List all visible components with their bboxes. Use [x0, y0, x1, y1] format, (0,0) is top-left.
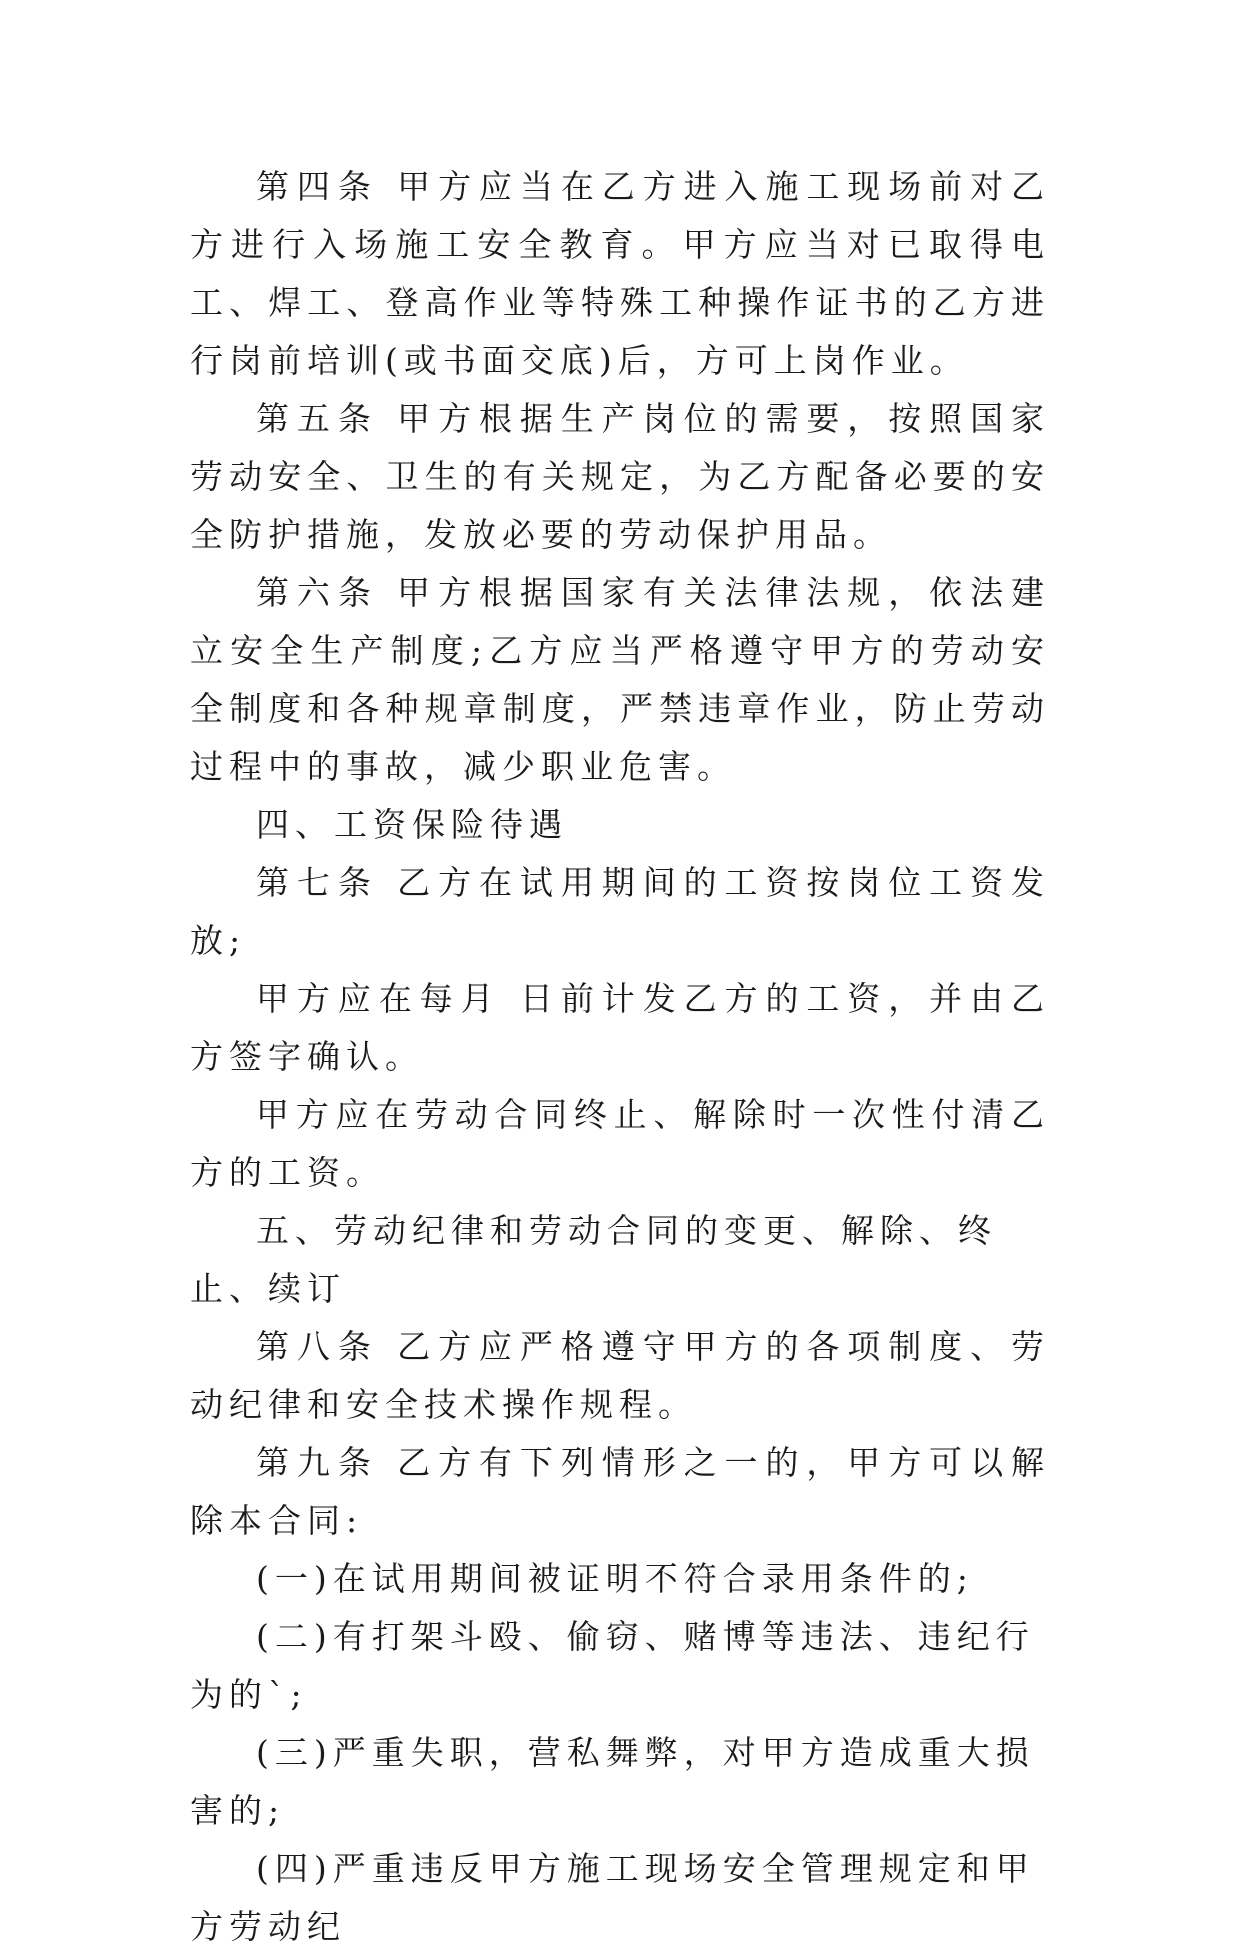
list-item: (三)严重失职，营私舞弊，对甲方造成重大损害的;: [190, 1733, 1035, 1830]
list-item: (二)有打架斗殴、偷窃、赌博等违法、违纪行为的`;: [190, 1617, 1035, 1714]
paragraph-monthly-wage: 甲方应在每月 日前计发乙方的工资，并由乙方签字确认。: [190, 979, 1050, 1076]
list-item: (一)在试用期间被证明不符合录用条件的;: [256, 1559, 974, 1598]
section-heading-wages: 四、工资保险待遇: [256, 805, 568, 844]
section-heading-discipline: 五、劳动纪律和劳动合同的变更、解除、终止、续订: [190, 1211, 997, 1308]
article-8: 第八条 乙方应严格遵守甲方的各项制度、劳动纪律和安全技术操作规程。: [190, 1327, 1050, 1424]
document-body: [190, 158, 1050, 1956]
paragraph-final-wage: 甲方应在劳动合同终止、解除时一次性付清乙方的工资。: [190, 1095, 1050, 1192]
article-6: 第六条 甲方根据国家有关法律法规，依法建立安全生产制度;乙方应当严格遵守甲方的劳动安全制度和各种规章制度，严禁违章作业，防止劳动过程中的事故，减少职业危害。: [190, 573, 1050, 786]
article-9: 第九条 乙方有下列情形之一的，甲方可以解除本合同:: [190, 1443, 1050, 1540]
article-7: 第七条 乙方在试用期间的工资按岗位工资发放;: [190, 863, 1050, 960]
list-item: (四)严重违反甲方施工现场安全管理规定和甲方劳动纪: [190, 1849, 1035, 1946]
article-4: 第四条 甲方应当在乙方进入施工现场前对乙方进行入场施工安全教育。甲方应当对已取得电工、焊工、登高作业等特殊工种操作证书的乙方进行岗前培训(或书面交底)后，方可上岗作业。: [190, 167, 1050, 380]
article-5: 第五条 甲方根据生产岗位的需要，按照国家劳动安全、卫生的有关规定，为乙方配备必要的安全防护措施，发放必要的劳动保护用品。: [190, 399, 1050, 554]
